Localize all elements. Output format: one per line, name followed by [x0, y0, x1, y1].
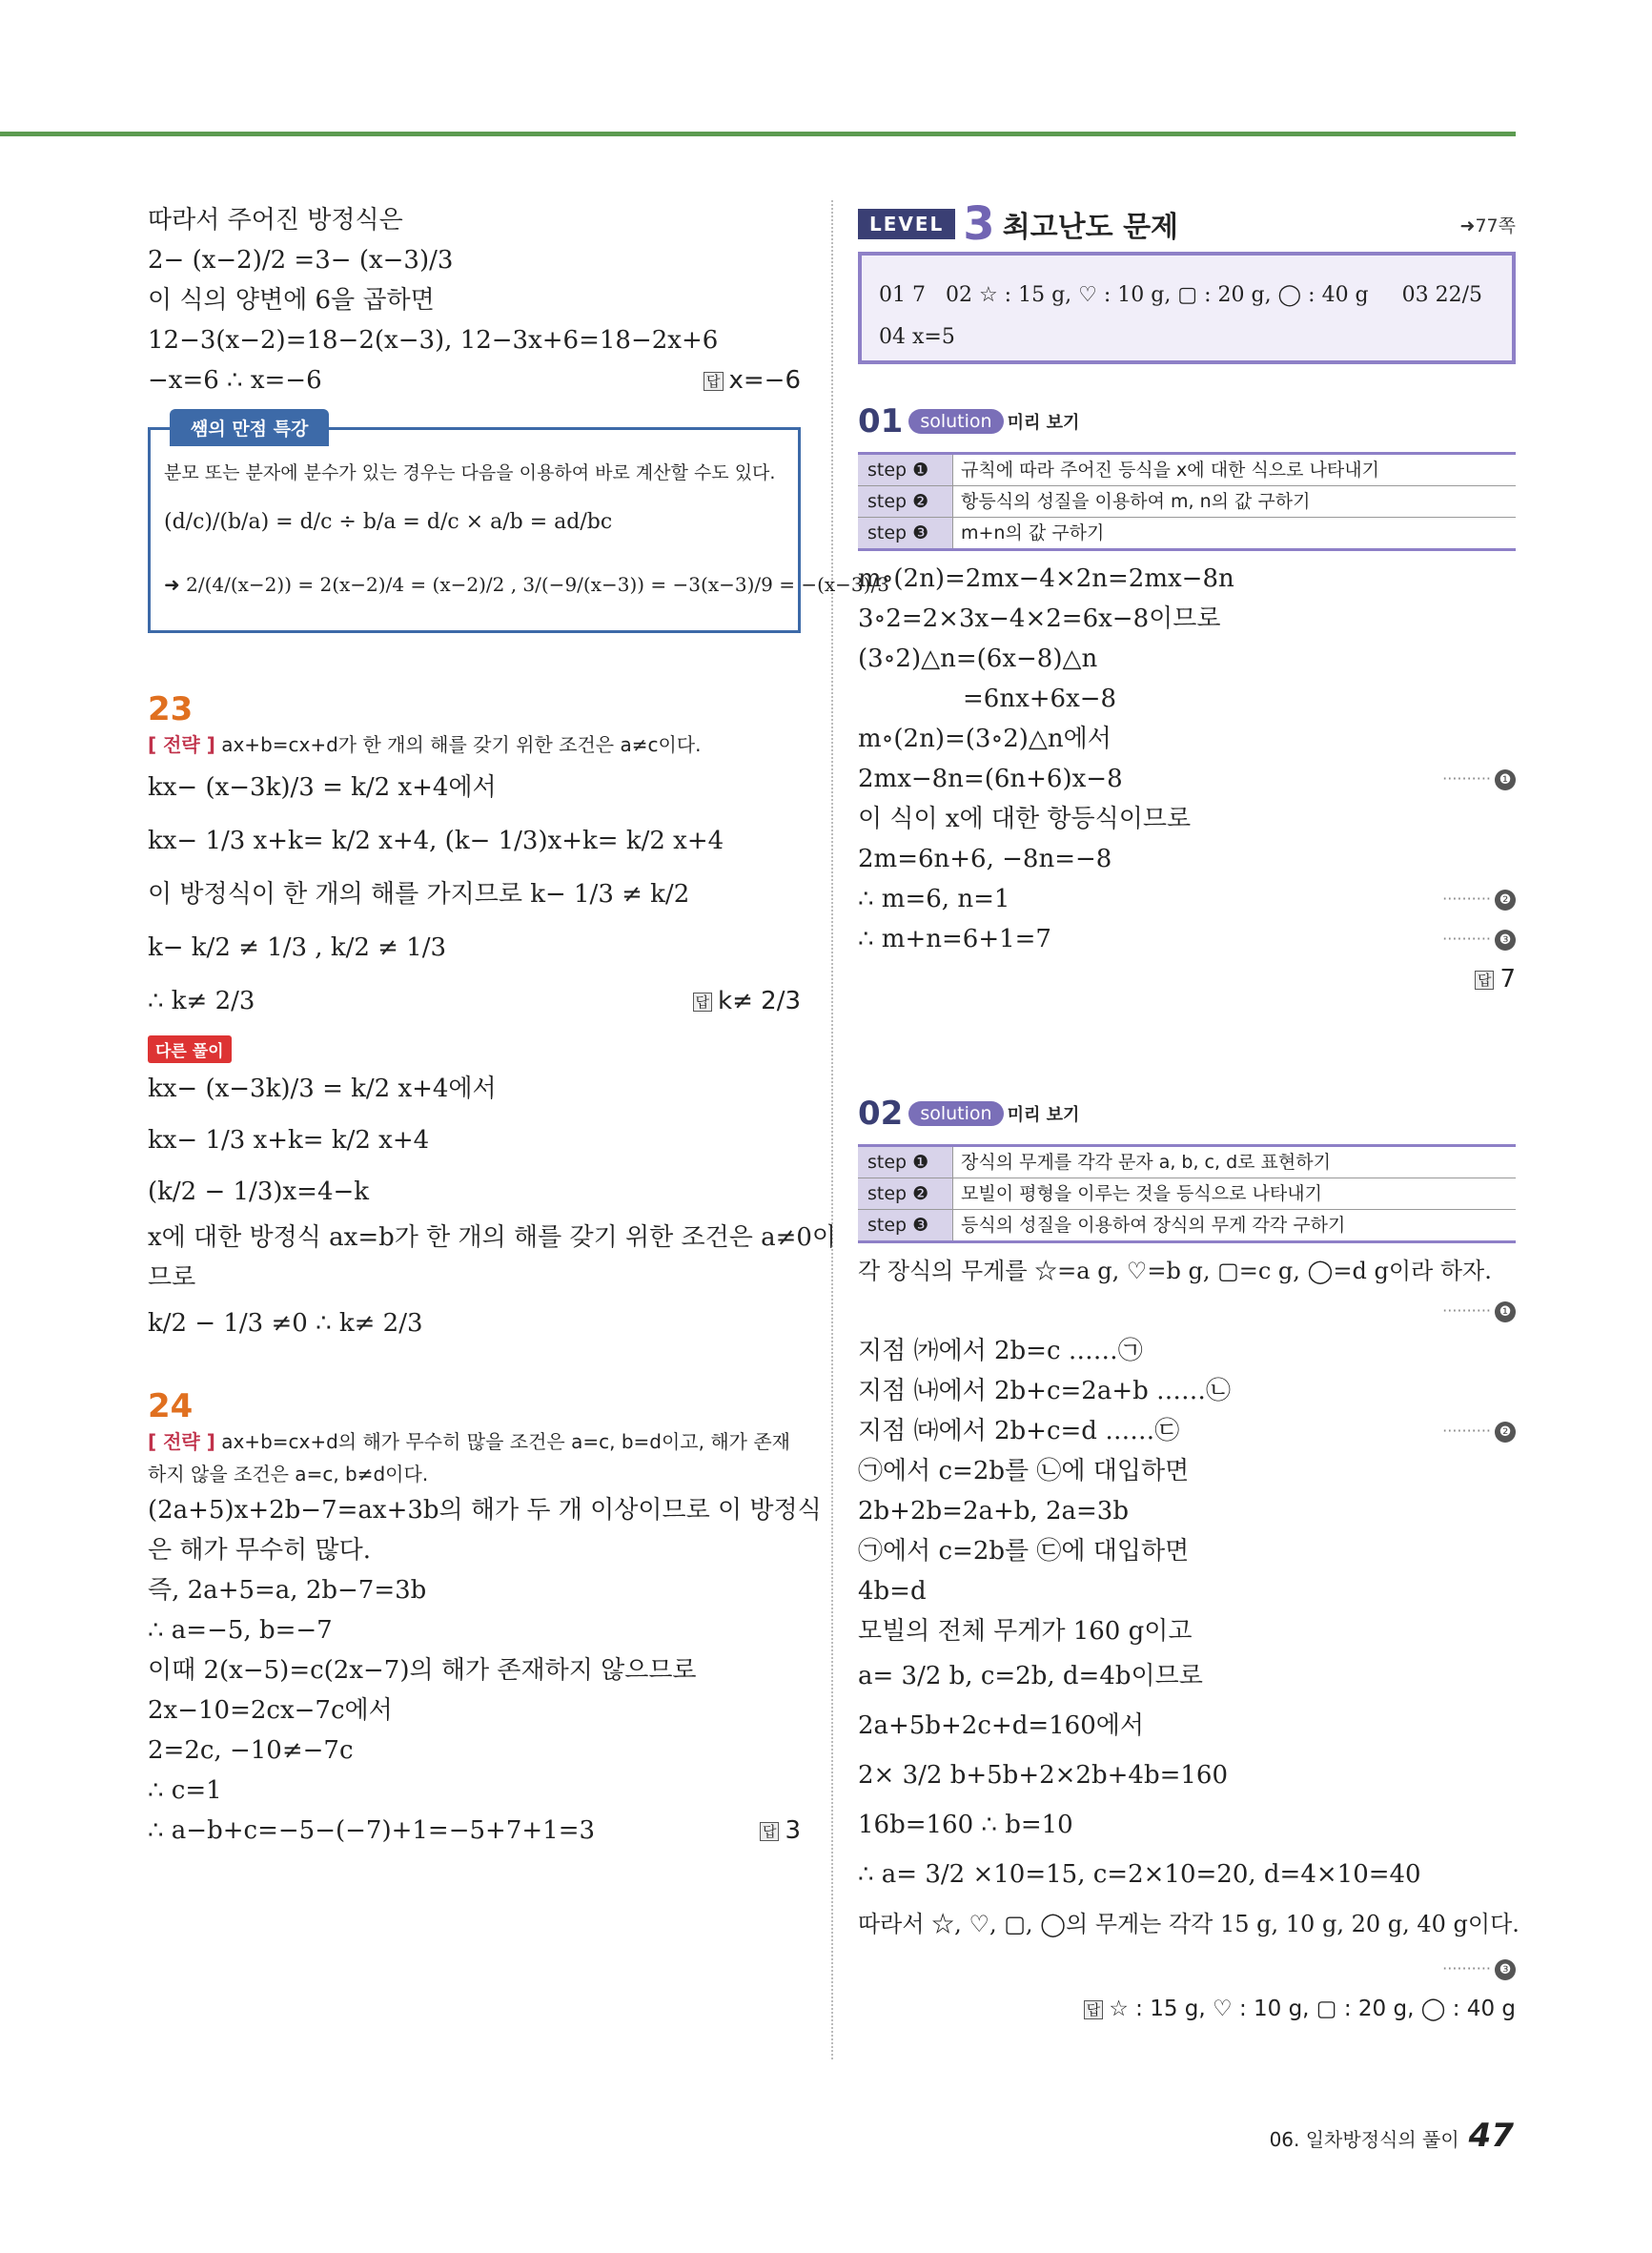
text-line: ∴ a= 3/2 ×10=15, c=2×10=20, d=4×10=40 [858, 1860, 1421, 1889]
tip-text: 분모 또는 분자에 분수가 있는 경우는 다음을 이용하여 바로 계산할 수도 있다. [164, 462, 776, 483]
step-mark-icon: ❶ [1495, 769, 1516, 790]
problem-number-24: 24 [148, 1387, 194, 1425]
text-line: 모빌의 전체 무게가 160 g이고 [858, 1617, 1193, 1646]
text-line [858, 1989, 1516, 2029]
text-line: 지점 ㈏에서 2b+c=2a+b ……㉡ [858, 1377, 1232, 1405]
answer-item: 03 22/5 [1401, 283, 1483, 307]
step-mark: ·········· ❷ [1442, 1411, 1516, 1451]
answer [1475, 959, 1516, 999]
strategy [148, 1425, 801, 1490]
answer-icon: 답 [693, 993, 713, 1012]
answer-value: 3 [785, 1816, 801, 1845]
answer [693, 974, 801, 1028]
page-footer [1270, 2117, 1514, 2155]
text-line: 16b=160 ∴ b=10 [858, 1811, 1073, 1839]
column-divider [831, 200, 833, 2059]
page-number: 47 [1468, 2117, 1514, 2155]
step-label: step ❷ [858, 486, 953, 517]
text-span: 2mx−8n=(6n+6)x−8 [858, 765, 1123, 793]
step-label: step ❸ [858, 1210, 953, 1240]
text-line: kx− (x−3k)/3 = k/2 x+4에서 [148, 773, 497, 802]
solution-header [858, 402, 1516, 440]
step-mark-icon: ❶ [1495, 1301, 1516, 1322]
step-label: step ❸ [858, 518, 953, 548]
step-table [858, 452, 1516, 551]
text-line [858, 1411, 1516, 1451]
answer-value: 7 [1499, 965, 1516, 993]
text-line: k/2 − 1/3 ≠0 ∴ k≠ 2/3 [148, 1309, 423, 1338]
solution-number: 01 [858, 402, 904, 440]
answer-row [879, 275, 1495, 317]
answer-icon: 답 [760, 1822, 780, 1841]
text-line: 즉, 2a+5=a, 2b−7=3b [148, 1576, 427, 1605]
text-line: 은 해가 무수히 많다. [148, 1536, 371, 1565]
step-text: m+n의 값 구하기 [961, 522, 1105, 543]
text-line: ㉠에서 c=2b를 ㉢에 대입하면 [858, 1537, 1190, 1566]
text-line: m∘(2n)=(3∘2)△n에서 [858, 725, 1112, 753]
text-line: 2=2c, −10≠−7c [148, 1736, 354, 1765]
step-mark-icon: ❸ [1495, 930, 1516, 951]
answer [704, 360, 801, 400]
text-line: 따라서 주어진 방정식은 [148, 206, 403, 235]
right-column [858, 197, 1519, 2029]
text-line: 12−3(x−2)=18−2(x−3), 12−3x+6=18−2x+6 [148, 326, 719, 355]
answer-icon: 답 [704, 372, 724, 391]
text-span: ∴ m=6, n=1 [858, 885, 1010, 913]
step-label: step ❷ [858, 1178, 953, 1209]
strategy-label: [ 전략 ] [148, 1430, 215, 1453]
strategy [148, 728, 801, 761]
text-line [148, 974, 801, 1028]
text-line: x에 대한 방정식 ax=b가 한 개의 해를 갖기 위한 조건은 a≠0이 [148, 1223, 837, 1252]
solution-pill: solution [908, 409, 1003, 434]
text-span: ∴ m+n=6+1=7 [858, 925, 1051, 953]
step-mark-icon: ❷ [1495, 1422, 1516, 1443]
text-line [858, 959, 1516, 999]
level-header [858, 197, 1516, 251]
step-text: 항등식의 성질을 이용하여 m, n의 값 구하기 [961, 491, 1311, 512]
text-line: 따라서 ☆, ♡, ▢, ◯의 무게는 각각 15 g, 10 g, 20 g, 40 g이다. [858, 1911, 1519, 1937]
text-line: 2x−10=2cx−7c에서 [148, 1696, 393, 1725]
step-label: step ❶ [858, 1147, 953, 1178]
text-line: 므로 [148, 1263, 196, 1292]
text-line: 3∘2=2×3x−4×2=6x−8이므로 [858, 604, 1221, 633]
text-line: =6nx+6x−8 [963, 685, 1117, 713]
text-line: kx− 1/3 x+k= k/2 x+4, (k− 1/3)x+k= k/2 x+4 [148, 827, 724, 855]
tip-box [148, 419, 889, 633]
text-line [148, 1811, 801, 1851]
text-line [148, 360, 801, 400]
strategy-text: ax+b=cx+d가 한 개의 해를 갖기 위한 조건은 a≠c이다. [221, 733, 702, 756]
tip-formula: (d/c)/(b/a) = d/c ÷ b/a = d/c × a/b = ad/bc [164, 510, 613, 534]
solution-pill: solution [908, 1101, 1003, 1126]
text-span: 지점 ㈐에서 2b+c=d ……㉢ [858, 1417, 1180, 1445]
step-text: 규칙에 따라 주어진 등식을 x에 대한 식으로 나타내기 [961, 460, 1379, 481]
step-text: 등식의 성질을 이용하여 장식의 무게 각각 구하기 [961, 1215, 1346, 1236]
text-line: k− k/2 ≠ 1/3 , k/2 ≠ 1/3 [148, 933, 447, 962]
level-tag: LEVEL [858, 209, 955, 239]
answer-row [879, 317, 1495, 358]
text-line: 2× 3/2 b+5b+2×2b+4b=160 [858, 1761, 1228, 1790]
step-mark: ·········· ❸ [1442, 1949, 1516, 1989]
text-line [858, 759, 1516, 799]
chapter-title: 06. 일차방정식의 풀이 [1269, 2128, 1459, 2151]
answer-item: 04 x=5 [879, 325, 955, 349]
step-text: 장식의 무게를 각각 문자 a, b, c, d로 표현하기 [961, 1152, 1331, 1173]
answer-item: 02 ☆ : 15 g, ♡ : 10 g, ▢ : 20 g, ◯ : 40 g [945, 283, 1369, 307]
step-mark: ·········· ❶ [1442, 1291, 1516, 1331]
alt-solution-tag: 다른 풀이 [148, 1035, 232, 1063]
text-line: (3∘2)△n=(6x−8)△n [858, 645, 1098, 673]
step-label: step ❶ [858, 455, 953, 485]
text-line: 지점 ㈎에서 2b=c ……㉠ [858, 1337, 1143, 1365]
text-line [858, 1291, 1516, 1331]
step-table [858, 1144, 1516, 1243]
text-line: m∘(2n)=2mx−4×2n=2mx−8n [858, 564, 1234, 593]
step-row [858, 455, 1516, 486]
step-text: 모빌이 평형을 이루는 것을 등식으로 나타내기 [961, 1183, 1322, 1204]
top-rule [0, 132, 1516, 136]
answer-grid [858, 252, 1516, 364]
text-line: 2a+5b+2c+d=160에서 [858, 1711, 1144, 1740]
step-row [858, 1210, 1516, 1240]
answer-value: k≠ 2/3 [718, 987, 801, 1015]
step-mark: ·········· ❶ [1442, 759, 1516, 799]
preview-label: 미리 보기 [1007, 1105, 1080, 1125]
preview-label: 미리 보기 [1007, 413, 1080, 433]
tip-title: 쌤의 만점 특강 [170, 409, 329, 446]
solution-number: 02 [858, 1095, 904, 1133]
text-line [858, 1949, 1516, 1989]
answer [760, 1811, 801, 1851]
text-line: 이 식이 x에 대한 항등식이므로 [858, 805, 1192, 833]
text-line: ㉠에서 c=2b를 ㉡에 대입하면 [858, 1457, 1190, 1485]
text-line: 이 방정식이 한 개의 해를 가지므로 k− 1/3 ≠ k/2 [148, 880, 690, 909]
step-row [858, 1147, 1516, 1178]
step-row [858, 518, 1516, 548]
level-number: 3 [963, 197, 995, 251]
strategy-label: [ 전략 ] [148, 733, 215, 756]
problem-number-23: 23 [148, 690, 194, 728]
step-mark: ·········· ❷ [1442, 879, 1516, 919]
tip-example: ➜ 2/(4/(x−2)) = 2(x−2)/4 = (x−2)/2 , 3/(−9/(x−3)) = −3(x−3)/9 = −(x−3)/3 [164, 573, 889, 596]
step-row [858, 486, 1516, 518]
text-line: 이 식의 양변에 6을 곱하면 [148, 286, 435, 315]
answer-value: x=−6 [728, 366, 801, 395]
step-mark: ·········· ❸ [1442, 919, 1516, 959]
step-mark-icon: ❷ [1495, 890, 1516, 911]
level-title: 최고난도 문제 [1002, 211, 1179, 244]
answer-icon: 답 [1084, 2000, 1104, 2019]
text-span: −x=6 ∴ x=−6 [148, 366, 322, 395]
text-line: kx− (x−3k)/3 = k/2 x+4에서 [148, 1075, 497, 1103]
text-line [858, 879, 1516, 919]
text-line: 4b=d [858, 1577, 927, 1606]
solution-header [858, 1095, 1516, 1133]
text-span: ∴ a−b+c=−5−(−7)+1=−5+7+1=3 [148, 1816, 596, 1845]
text-line: a= 3/2 b, c=2b, d=4b이므로 [858, 1662, 1203, 1690]
step-row [858, 1178, 1516, 1210]
text-line: ∴ c=1 [148, 1776, 222, 1805]
text-line: 각 장식의 무게를 ☆=a g, ♡=b g, ▢=c g, ◯=d g이라 하자. [858, 1258, 1492, 1284]
answer-value: ☆ : 15 g, ♡ : 10 g, ▢ : 20 g, ◯ : 40 g [1109, 1997, 1516, 2021]
page-reference: ➜77쪽 [1459, 215, 1516, 236]
text-line: 2m=6n+6, −8n=−8 [858, 845, 1112, 873]
text-line: (k/2 − 1/3)x=4−k [148, 1178, 370, 1206]
step-mark-icon: ❸ [1495, 1959, 1516, 1980]
text-line: ∴ a=−5, b=−7 [148, 1616, 333, 1645]
text-line: 2− (x−2)/2 =3− (x−3)/3 [148, 246, 454, 275]
text-line: 2b+2b=2a+b, 2a=3b [858, 1497, 1129, 1526]
text-line [858, 919, 1516, 959]
text-line: (2a+5)x+2b−7=ax+3b의 해가 두 개 이상이므로 이 방정식 [148, 1496, 822, 1525]
text-line: kx− 1/3 x+k= k/2 x+4 [148, 1126, 430, 1155]
answer [1084, 1989, 1516, 2029]
text-span: ∴ k≠ 2/3 [148, 987, 255, 1015]
strategy-text: ax+b=cx+d의 해가 무수히 많을 조건은 a=c, b=d이고, 해가 존재하지 않을 조건은 a=c, b≠d이다. [148, 1430, 790, 1485]
answer-icon: 답 [1475, 971, 1495, 990]
text-line: 이때 2(x−5)=c(2x−7)의 해가 존재하지 않으므로 [148, 1656, 697, 1685]
answer-item: 01 7 [879, 283, 926, 307]
